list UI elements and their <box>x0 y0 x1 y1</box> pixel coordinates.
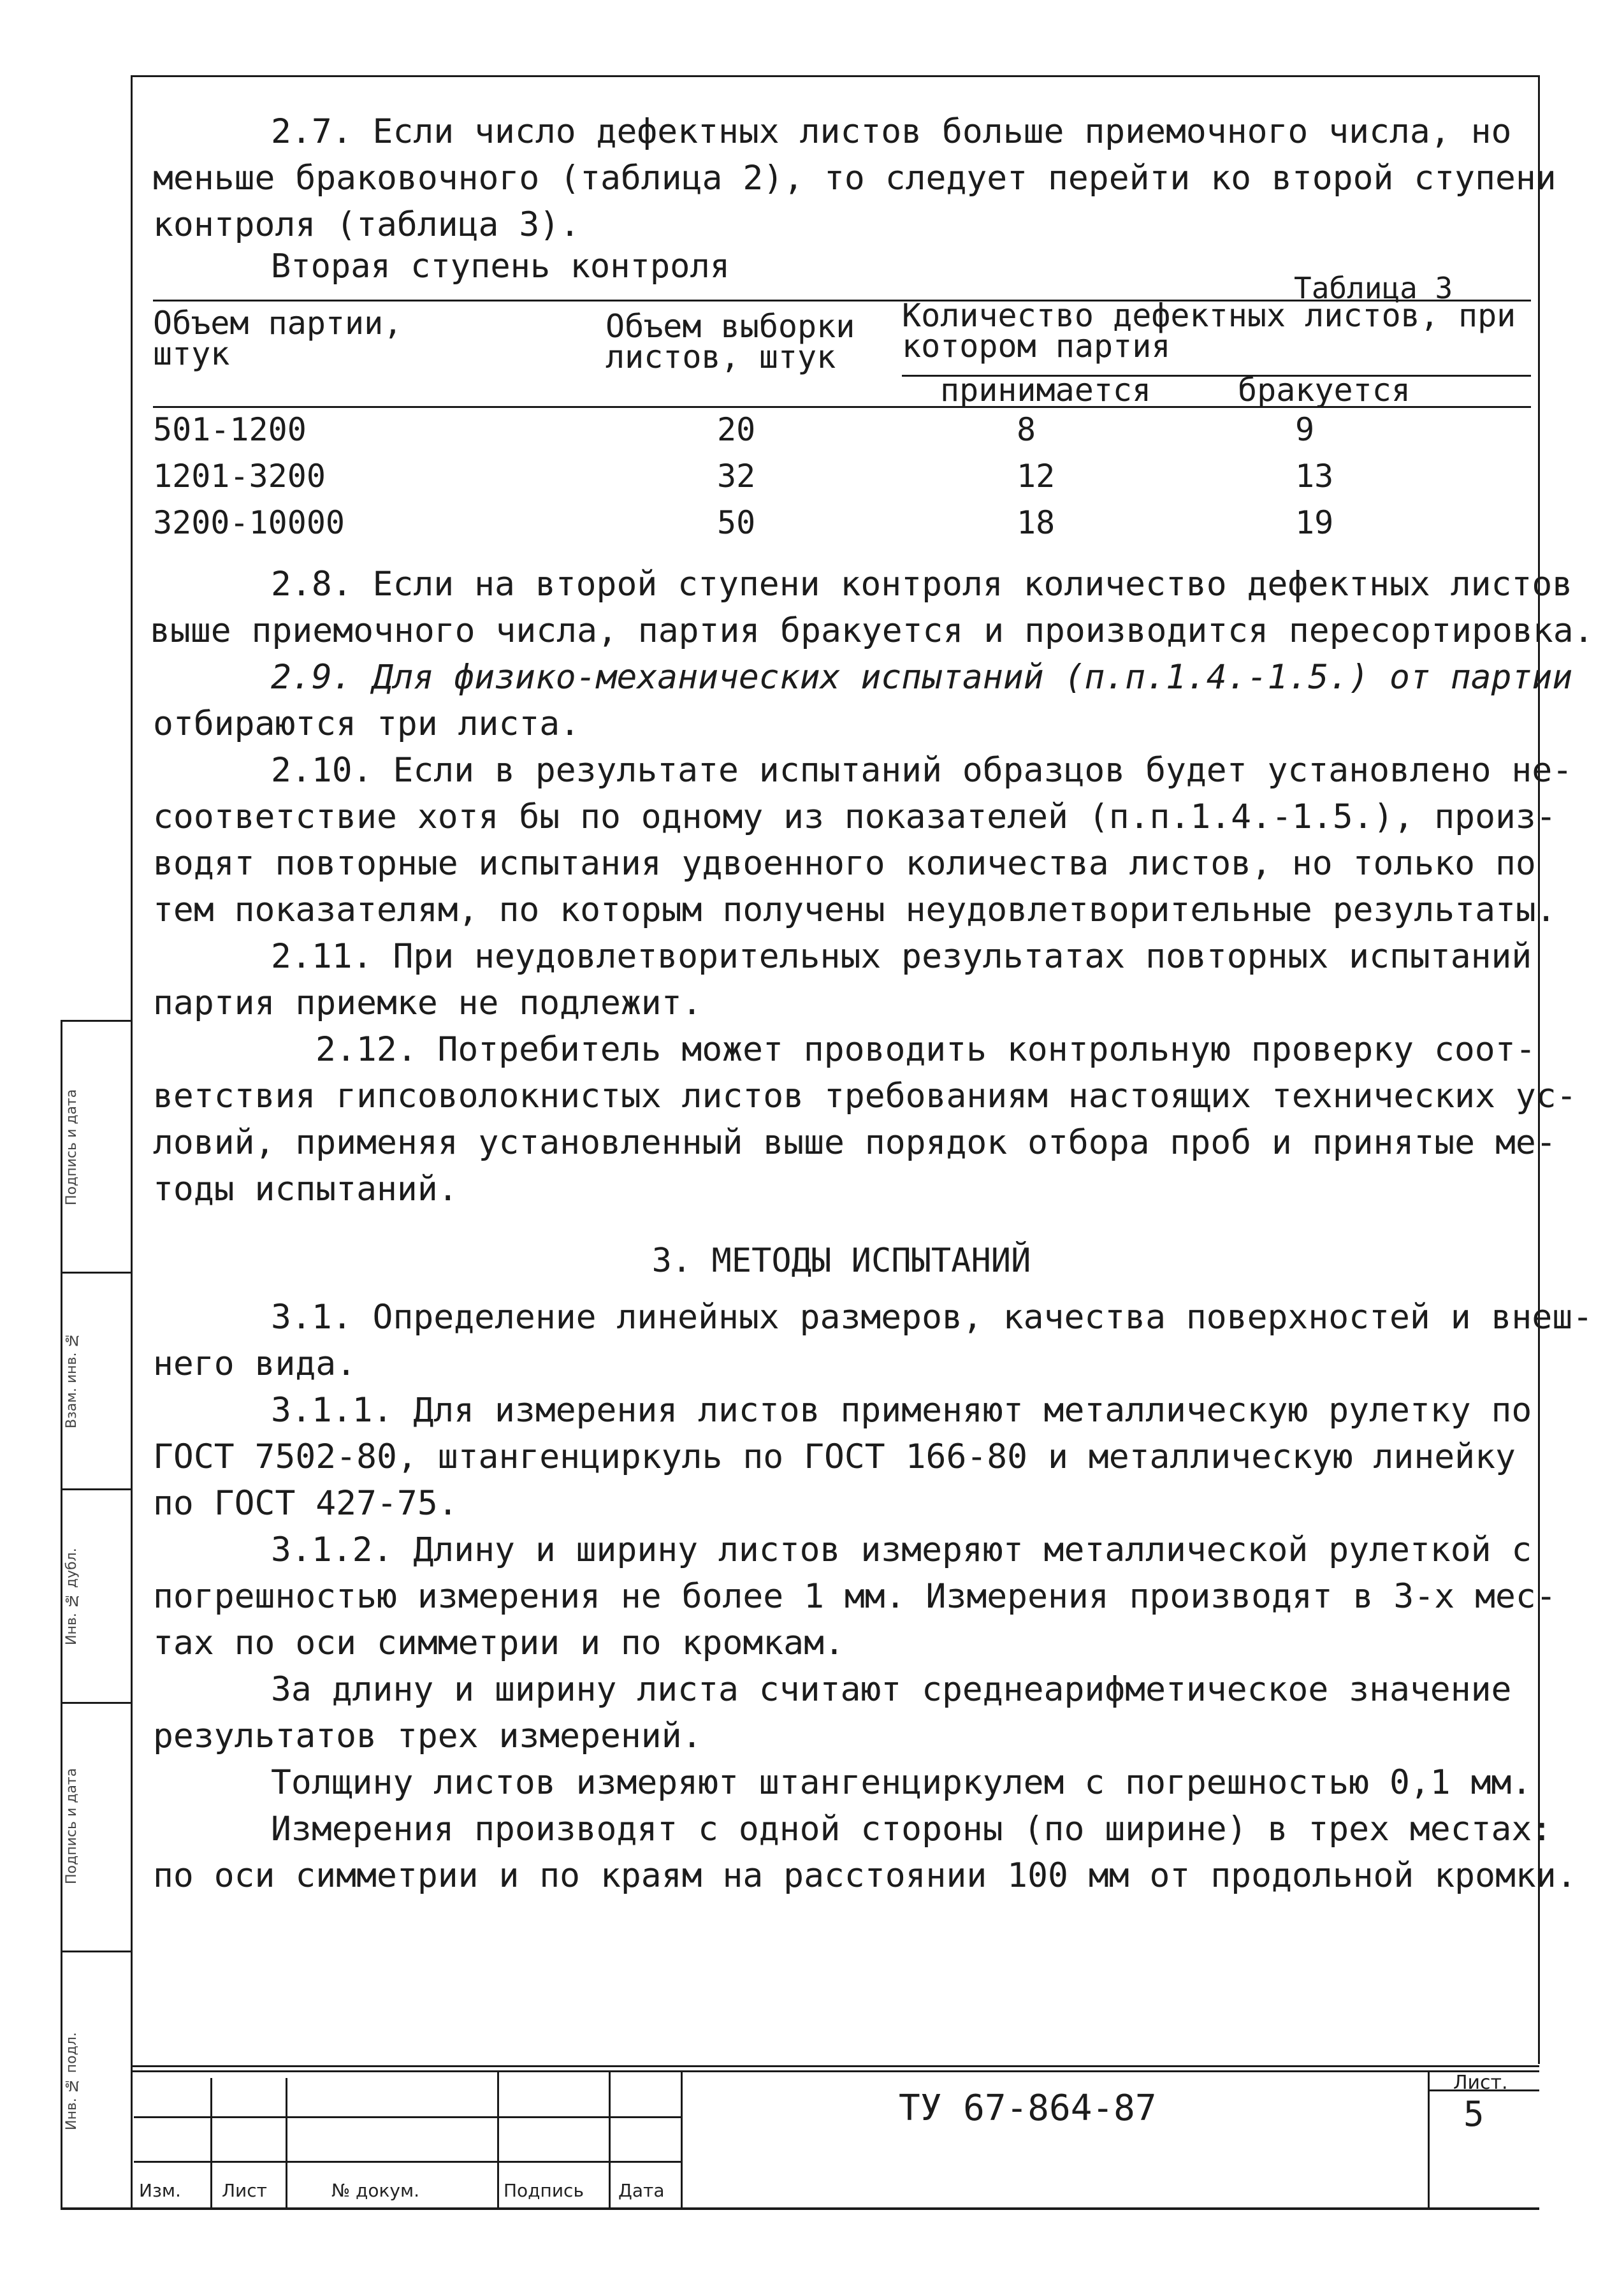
text-line: ГОСТ 7502-80, штангенциркуль по ГОСТ 166-80 и металлическую линейку <box>153 1437 1516 1476</box>
cell-sample: 50 <box>717 504 756 541</box>
text-line: 2.8. Если на второй ступени контроля количество дефектных листов <box>271 565 1573 604</box>
header-defective <box>902 295 1531 375</box>
col-label-signature: Подпись <box>504 2180 584 2201</box>
sheet-number: 5 <box>1463 2094 1484 2134</box>
text-line: 2.12. Потребитель может проводить контрольную проверку соот- <box>316 1030 1536 1069</box>
title-block-col-rule <box>497 2072 499 2207</box>
text-line: Измерения производят с одной стороны (по ширине) в трех местах: <box>271 1810 1553 1849</box>
frame-bottom-border <box>61 2207 1539 2210</box>
text-line: Толщину листов измеряют штангенциркулем с погрешностью 0,1 мм. <box>271 1763 1532 1802</box>
text-line: 2.10. Если в результате испытаний образцов будет установлено не- <box>271 751 1573 790</box>
margin-separator <box>61 1020 131 1022</box>
col-label-date: Дата <box>618 2180 665 2201</box>
title-block-col-rule <box>210 2078 212 2207</box>
text-line: тах по оси симметрии и по кромкам. <box>153 1624 845 1662</box>
text-line: водят повторные испытания удвоенного количества листов, но только по <box>153 844 1536 883</box>
header-sample-size <box>526 295 902 407</box>
header-line: штук <box>153 335 230 372</box>
document-code: ТУ 67-864-87 <box>899 2088 1157 2129</box>
table-row <box>153 453 1531 500</box>
cell-lot: 3200-10000 <box>153 504 345 541</box>
cell-lot: 1201-3200 <box>153 458 326 495</box>
text-line: 2.7. Если число дефектных листов больше приемочного числа, но <box>271 112 1512 151</box>
text-line: 2.9. Для физико-механических испытаний (п.п.1.4.-1.5.) от партии <box>271 658 1573 697</box>
title-block-row-rule <box>134 2161 681 2163</box>
text-line: За длину и ширину листа считают среднеарифметическое значение <box>271 1670 1512 1709</box>
cell-accepted: 12 <box>1017 458 1055 495</box>
text-line: по оси симметрии и по краям на расстоянии 100 мм от продольной кромки. <box>153 1856 1577 1895</box>
text-line: меньше браковочного (таблица 2), то следует перейти ко второй ступени <box>153 159 1556 198</box>
text-line: выше приемочного числа, партия бракуется и производится пересортировка. <box>150 611 1594 650</box>
text-line: тоды испытаний. <box>153 1170 458 1209</box>
table-row <box>153 500 1531 546</box>
text-line: результатов трех измерений. <box>153 1717 702 1755</box>
title-block-col-rule <box>681 2072 683 2207</box>
cell-sample: 20 <box>717 411 756 448</box>
header-rejected: бракуется <box>1238 372 1411 409</box>
title-block-top-rule-2 <box>131 2070 1539 2072</box>
title-block-col-rule <box>609 2072 611 2207</box>
frame-right-border <box>1538 75 1540 2064</box>
text-line: ловий, применяя установленный выше порядок отбора проб и принятые ме- <box>153 1123 1556 1162</box>
text-line: тем показателям, по которым получены неудовлетворительные результаты. <box>153 890 1556 929</box>
margin-label-signature-date: Подпись и дата <box>64 1089 80 1206</box>
col-label-doc-number: № докум. <box>331 2180 420 2201</box>
text-line: 2.11. При неудовлетворительных результатах повторных испытаний <box>271 937 1532 976</box>
header-accepted: принимается <box>940 372 1152 409</box>
header-line: котором партия <box>902 328 1171 365</box>
frame-left-border <box>131 75 133 2207</box>
cell-accepted: 18 <box>1017 504 1055 541</box>
cell-lot: 501-1200 <box>153 411 307 448</box>
text-line: 3.1. Определение линейных размеров, качества поверхностей и внеш- <box>271 1298 1593 1337</box>
header-line: Количество дефектных листов, при <box>902 297 1516 334</box>
section-3-body <box>153 1294 1593 1899</box>
sheet-label: Лист. <box>1453 2072 1508 2094</box>
margin-label-dup-inv: Инв. № дубл. <box>64 1548 80 1646</box>
text-line: ветствия гипсоволокнистых листов требованиям настоящих технических ус- <box>153 1077 1577 1115</box>
frame-top-border <box>131 75 1539 77</box>
cell-rejected: 9 <box>1295 411 1315 448</box>
title-block-row-rule <box>134 2116 681 2118</box>
title-block-col-rule <box>1428 2072 1430 2207</box>
cell-rejected: 13 <box>1295 458 1334 495</box>
cell-rejected: 19 <box>1295 504 1334 541</box>
cell-sample: 32 <box>717 458 756 495</box>
cell-accepted: 8 <box>1017 411 1036 448</box>
title-block-col-rule <box>286 2078 287 2207</box>
paragraphs-2-8-to-2-12 <box>150 561 1594 1212</box>
header-lot-size <box>153 295 526 407</box>
table-row <box>153 407 1531 453</box>
table-number: Таблица 3 <box>1294 271 1453 305</box>
margin-strip-border <box>61 1020 62 2207</box>
text-line: погрешностью измерения не более 1 мм. Измерения производят в 3-х мес- <box>153 1577 1556 1616</box>
text-line: соответствие хотя бы по одному из показателей (п.п.1.4.-1.5.), произ- <box>153 797 1556 836</box>
col-label-sheet: Лист <box>222 2180 267 2201</box>
text-line: по ГОСТ 427-75. <box>153 1484 458 1523</box>
title-block-top-rule <box>131 2065 1539 2067</box>
margin-separator <box>61 1272 131 1274</box>
header-line: Объем выборки <box>606 308 855 345</box>
text-line: партия приемке не подлежит. <box>153 984 702 1022</box>
text-line: 3.1.1. Для измерения листов применяют металлическую рулетку по <box>271 1391 1532 1430</box>
margin-label-signature-date-2: Подпись и дата <box>64 1768 80 1885</box>
text-line: него вида. <box>153 1344 357 1383</box>
margin-separator <box>61 1488 131 1490</box>
col-label-change: Изм. <box>139 2180 181 2201</box>
header-line: Объем партии, <box>153 305 403 342</box>
table-caption: Вторая ступень контроля <box>271 247 730 286</box>
margin-separator <box>61 1702 131 1704</box>
header-line: листов, штук <box>606 338 836 375</box>
paragraph-2-7 <box>153 108 1556 248</box>
section-3-heading: 3. МЕТОДЫ ИСПЫТАНИЙ <box>651 1242 1031 1280</box>
text-line: отбираются три листа. <box>153 704 581 743</box>
text-line: контроля (таблица 3). <box>153 205 581 244</box>
margin-label-replaced-inv: Взам. инв. № <box>64 1332 80 1428</box>
margin-label-original-inv: Инв. № подл. <box>64 2032 80 2130</box>
table-3 <box>153 295 1531 546</box>
text-line: 3.1.2. Длину и ширину листов измеряют металлической рулеткой с <box>271 1530 1532 1569</box>
margin-separator <box>61 1951 131 1952</box>
